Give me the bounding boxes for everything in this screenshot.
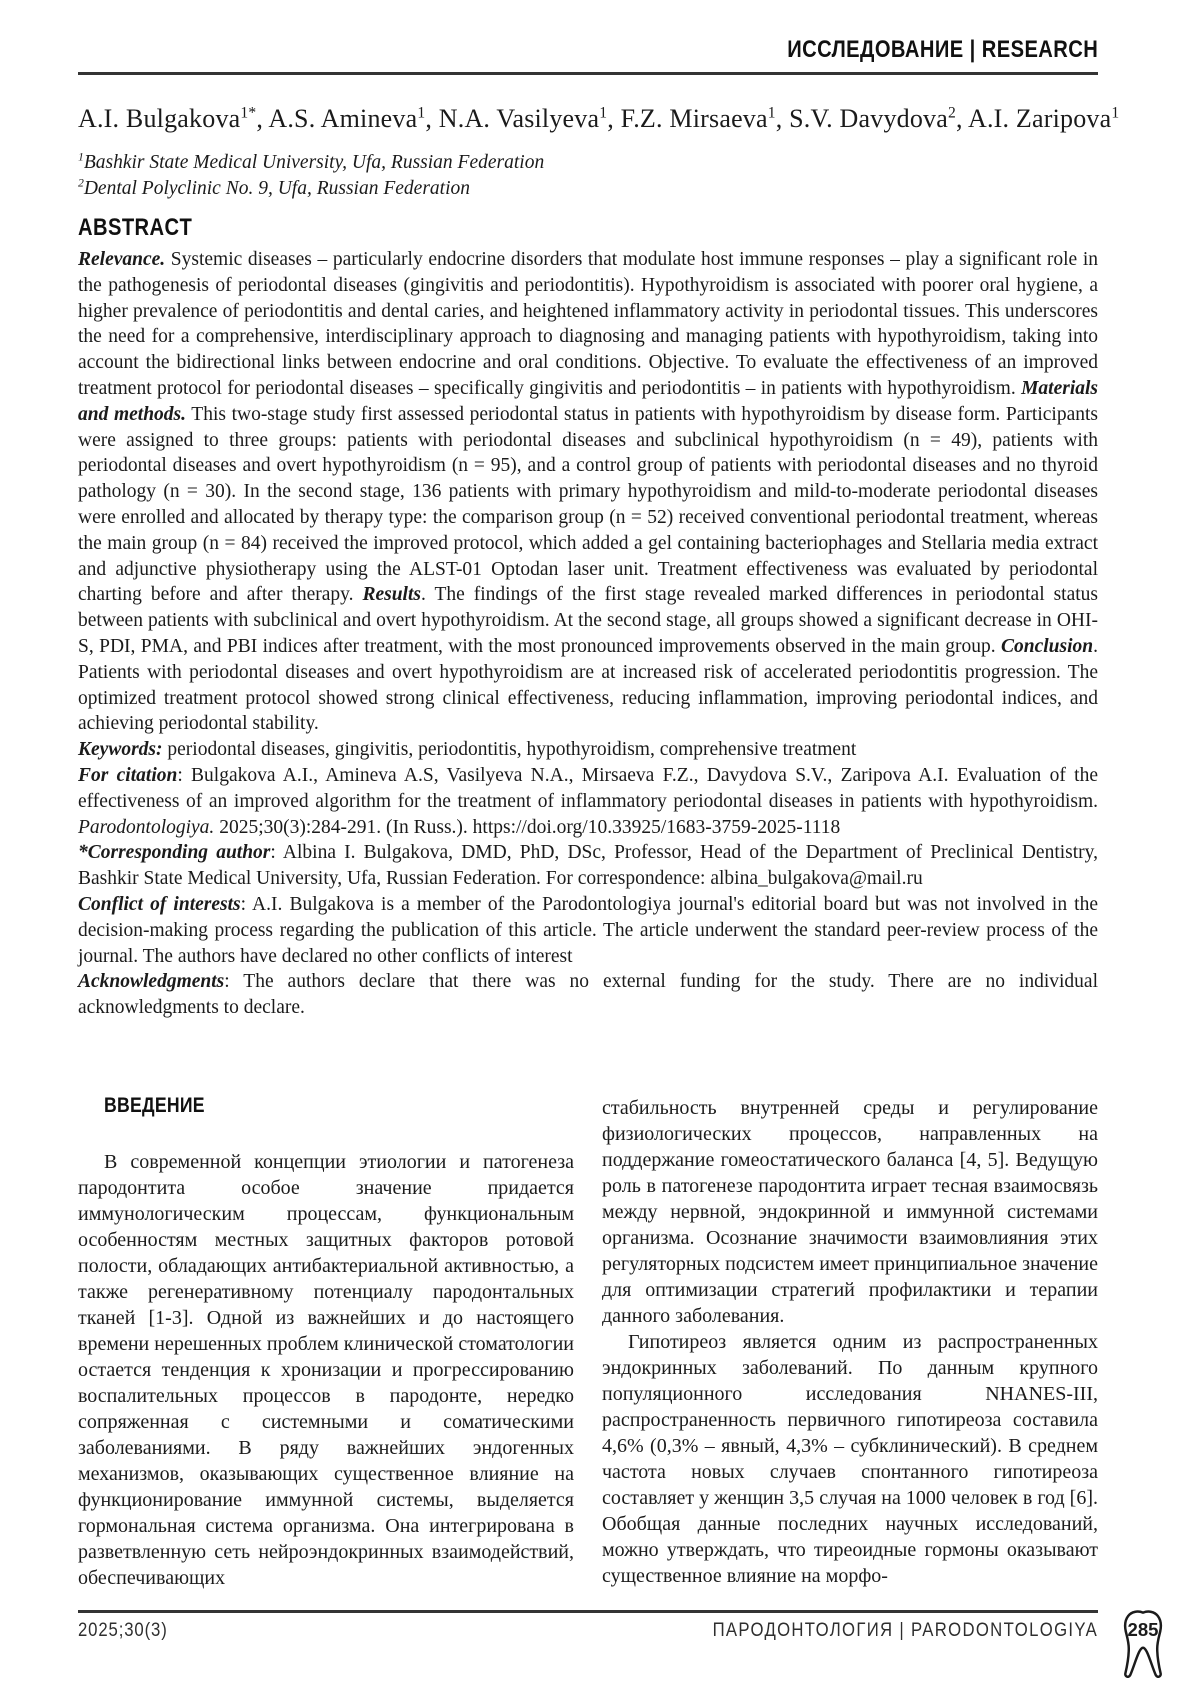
- paragraph: [78, 840, 1098, 892]
- text-run: 1: [767, 104, 776, 122]
- text-run: , N.A. Vasilyeva: [425, 104, 600, 133]
- text-run: 2: [948, 104, 956, 122]
- paragraph: [78, 763, 1098, 840]
- text-run: 2: [78, 176, 84, 190]
- text-run: , A.I. Zaripova: [956, 104, 1112, 133]
- intro-right-column: [602, 1095, 1098, 1591]
- intro-left-column: [78, 1095, 574, 1591]
- paragraph: Гипотиреоз является одним из распространенных эндокринных заболеваний. По данным крупного популяционного исследования NHANES-III, распространенность первичного гипотиреоза составила 4,6% (0,3% – явный, 4,3% – субклинический). В среднем частота новых случаев спонтанного гипотиреоза составляет у женщин 3,5 случая на 1000 человек в год [6]. Обобщая данные последних научных исследований, можно утверждать, что тиреоидные гормоны оказывают существенное влияние на морфо-: [602, 1331, 1098, 1587]
- text-run: 1: [417, 104, 426, 122]
- abstract-heading: ABSTRACT: [78, 214, 193, 241]
- text-run: , A.S. Amineva: [256, 104, 418, 133]
- text-run: Systemic diseases – particularly endocrine disorders that modulate host immune responses – play a significant role in the pathogenesis of periodontal diseases (gingivitis and periodontitis). Hypothyroidism is associated with poorer oral hygiene, a higher prevalence of periodontitis and dental caries, and heightened inflammatory activity in periodontal tissues. This underscores the need for a comprehensive, interdisciplinary approach to diagnosing and managing patients with hypothyroidism, taking into account the bidirectional links between endocrine and oral conditions. Objective. To evaluate the effectiveness of an improved treatment protocol for periodontal diseases – specifically gingivitis and periodontitis – in patients with hypothyroidism.: [78, 249, 1098, 399]
- authors-line: [78, 104, 1138, 134]
- paragraph: [78, 150, 1098, 176]
- footer-journal: ПАРОДОНТОЛОГИЯ | PARODONTOLOGIYA: [712, 1620, 1098, 1641]
- text-run: Materials and methods.: [78, 377, 1098, 425]
- text-run: Dental Polyclinic No. 9, Ufa, Russian Federation: [83, 178, 470, 199]
- text-run: , F.Z. Mirsaeva: [607, 104, 768, 133]
- text-run: 1: [599, 104, 608, 122]
- introduction-heading-row: [104, 1095, 574, 1116]
- footer-rule: [78, 1610, 1098, 1613]
- text-run: : A.I. Bulgakova is a member of the Parodontologiya journal's editorial board but was not involved in the decision-making process regarding the publication of this article. The article underwent the standard peer-review process of the journal. The authors have declared no other conflicts of interest: [78, 893, 1099, 967]
- text-run: Keywords:: [78, 739, 163, 761]
- section-kicker-row: [78, 36, 1098, 64]
- intro-left-paragraphs: [78, 1149, 574, 1591]
- introduction-heading: ВВЕДЕНИЕ: [104, 1094, 205, 1117]
- text-run: periodontal diseases, gingivitis, periodontitis, hypothyroidism, comprehensive treatment: [162, 739, 857, 761]
- text-run: Results: [362, 584, 421, 606]
- text-run: : Bulgakova A.I., Amineva A.S, Vasilyeva N.A., Mirsaeva F.Z., Davydova S.V., Zaripova A.I. Evaluation of the effectiveness of an improved algorithm for the treatment of inflammatory periodontal diseases in patients with hypothyroidism.: [78, 764, 1098, 812]
- text-run: A.I. Bulgakova: [78, 104, 241, 133]
- section-kicker: ИССЛЕДОВАНИЕ | RESEARCH: [787, 36, 1098, 63]
- tooth-icon: [1117, 1610, 1169, 1678]
- text-run: 2025;30(3):284-291. (In Russ.). https://doi.org/10.33925/1683-3759-2025-1118: [214, 816, 841, 838]
- text-run: Bashkir State Medical University, Ufa, Russian Federation: [83, 152, 545, 173]
- text-run: 1: [1111, 104, 1120, 122]
- text-run: 1*: [240, 104, 257, 122]
- paragraph: [78, 892, 1098, 969]
- text-run: . Patients with periodontal diseases and overt hypothyroidism are at increased risk of accelerated periodontitis progression. The optimized treatment protocol showed strong clinical effectiveness, reducing inflammation, improving periodontal indices, and achieving periodontal stability.: [78, 635, 1098, 735]
- text-run: This two-stage study first assessed periodontal status in patients with hypothyroidism by disease form. Participants were assigned to three groups: patients with periodontal diseases and subclinical hypothyroidism (n = 49), patients with periodontal diseases and overt hypothyroidism (n = 95), and a control group of patients with periodontal diseases and no thyroid pathology (n = 30). In the second stage, 136 patients with primary hypothyroidism and mild-to-moderate periodontal diseases were enrolled and allocated by therapy type: the comparison group (n = 52) received conventional periodontal treatment, whereas the main group (n = 84) received the improved protocol, which added a gel containing bacteriophages and Stellaria media extract and adjunctive physiotherapy using the ALST-01 Optodan laser unit. Treatment effectiveness was evaluated by periodontal charting before and after therapy.: [78, 403, 1098, 606]
- text-run: . The findings of the first stage revealed marked differences in periodontal status between patients with subclinical and overt hypothyroidism. At the second stage, all groups showed a significant decrease in OHI-S, PDI, PMA, and PBI indices after treatment, with the most pronounced improvements observed in the main group.: [78, 584, 1098, 657]
- paragraph: [78, 176, 1098, 202]
- paragraph: [78, 737, 1098, 763]
- footer-issue: 2025;30(3): [78, 1620, 168, 1641]
- paragraph: [78, 969, 1098, 1021]
- introduction-section: [78, 1095, 1098, 1591]
- text-run: Acknowledgments: [78, 971, 225, 993]
- paragraph: стабильность внутренней среды и регулирование физиологических процессов, направленных на поддержание гомеостатического баланса [4, 5]. Ведущую роль в патогенезе пародонтита играет тесная взаимосвязь между нервной, эндокринной и иммунной системами организма. Осознание значимости взаимовлияния этих регуляторных подсистем имеет принципиальное значение для оптимизации стратегий профилактики и терапии данного заболевания.: [602, 1097, 1098, 1327]
- text-run: Conflict of interests: [78, 893, 241, 915]
- affiliations: [78, 150, 1098, 202]
- text-run: Parodontologiya.: [78, 816, 215, 838]
- text-run: Relevance.: [78, 249, 166, 270]
- text-run: : Albina I. Bulgakova, DMD, PhD, DSc, Professor, Head of the Department of Preclinical Dentistry, Bashkir State Medical University, Ufa, Russian Federation. For correspondence: albina_bulgakova@mail.ru: [78, 842, 1099, 890]
- text-run: , S.V. Davydova: [775, 104, 948, 133]
- text-run: For citation: [78, 764, 178, 786]
- paragraph: [78, 247, 1098, 737]
- text-run: 1: [78, 150, 84, 164]
- abstract-heading-row: [78, 214, 214, 242]
- text-run: Conclusion: [1001, 635, 1094, 657]
- text-run: *Corresponding author: [78, 842, 271, 864]
- abstract-body: [78, 247, 1098, 1021]
- header-rule: [78, 72, 1098, 75]
- paragraph: В современной концепции этиологии и патогенеза пародонтита особое значение придается иммунологическим процессам, функциональным особенностям местных защитных факторов ротовой полости, обладающих антибактериальной активностью, а также регенеративному потенциалу пародонтальных тканей [1-3]. Одной из важнейших и до настоящего времени нерешенных проблем клинической стоматологии остается тенденция к хронизации и прогрессированию воспалительных процессов в пародонте, нередко сопряженная с системными и соматическими заболеваниями. В ряду важнейших эндогенных механизмов, оказывающих существенное влияние на функционирование иммунной системы, выделяется гормональная система организма. Она интегрирована в разветвленную сеть нейроэндокринных взаимодействий, обеспечивающих: [78, 1151, 574, 1589]
- text-run: : The authors declare that there was no external funding for the study. There are no individual acknowledgments to declare.: [78, 971, 1098, 1019]
- page-number: 285: [1127, 1618, 1159, 1640]
